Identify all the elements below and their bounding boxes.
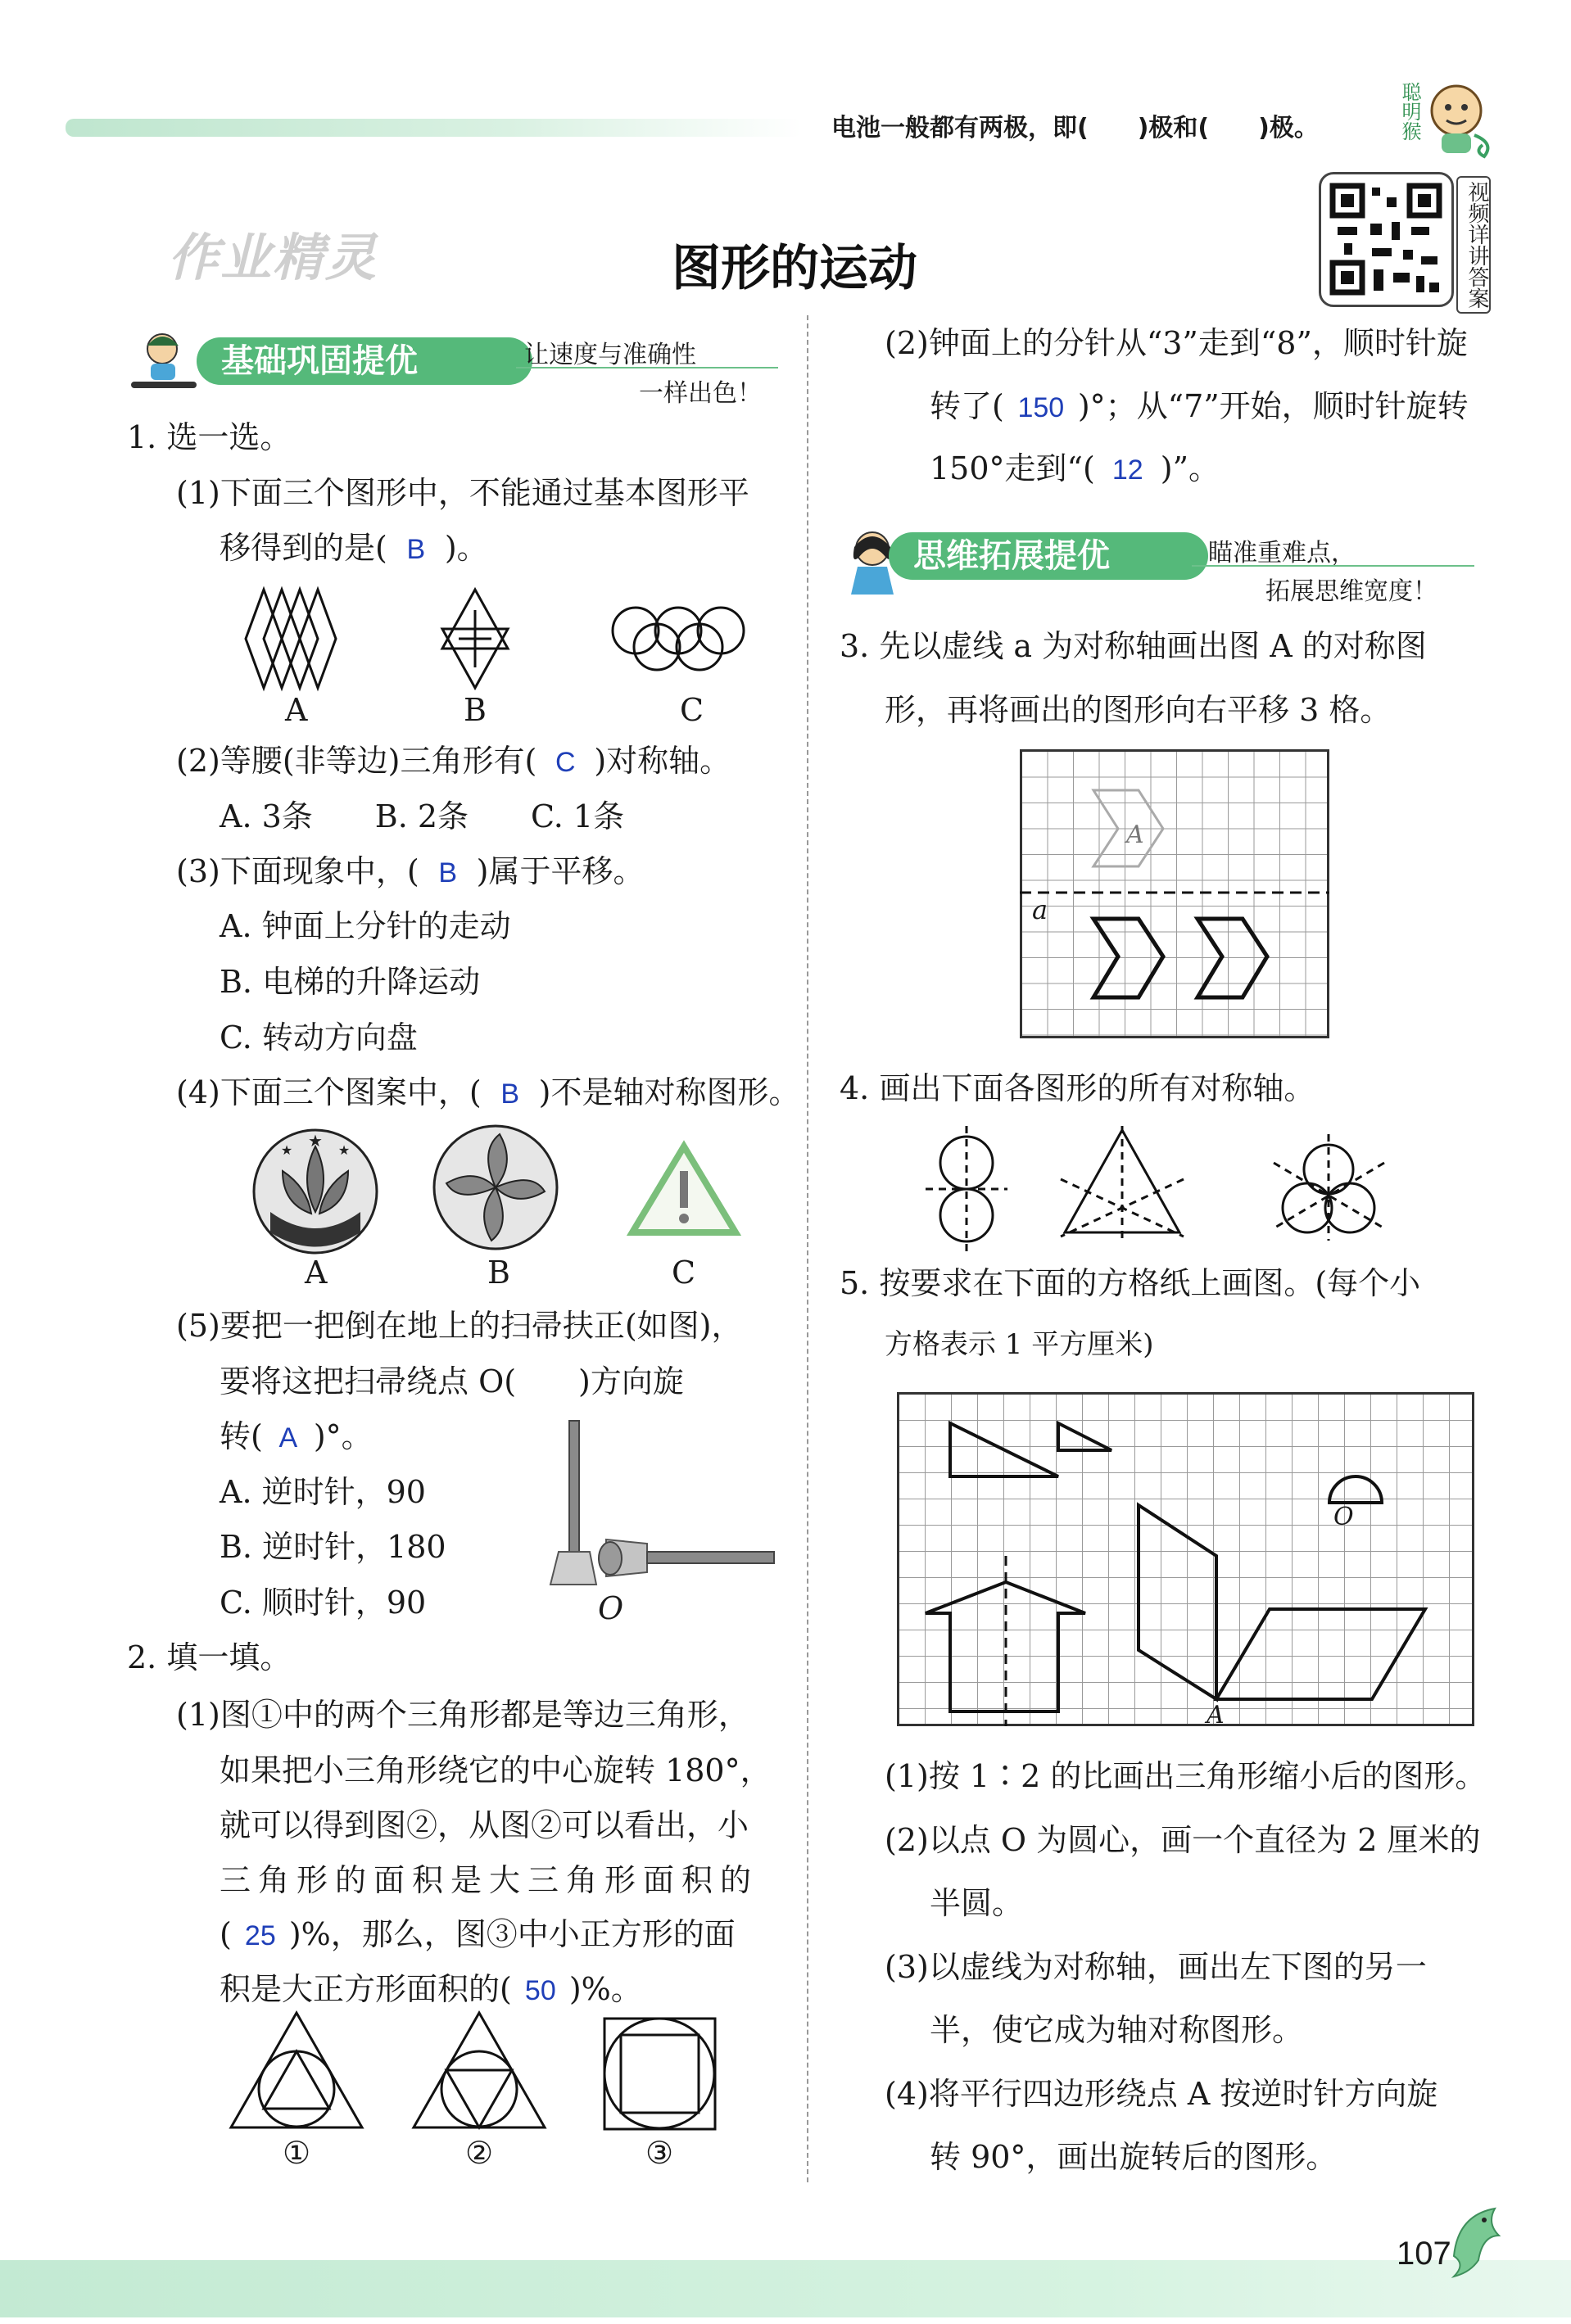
scaled-triangle (1058, 1423, 1111, 1450)
q1-p1-label-a: A (285, 692, 308, 728)
watermark-logo: 作业精灵 (168, 228, 378, 287)
q1-p1-line2b: )。 (444, 530, 488, 566)
q3-axis-label: a (1032, 894, 1048, 925)
q1-p3-a: (3)下面现象中，( (176, 853, 419, 889)
q1-p4-a: (4)下面三个图案中，( (176, 1074, 482, 1110)
q5-point-a: A (1207, 1701, 1225, 1729)
q2-p1-l5b: )%，那么，图③中小正方形的面 (288, 1916, 736, 1952)
q5-line2: 方格表示 1 平方厘米) (885, 1328, 1154, 1361)
q2-p1-l6b: )%。 (568, 1971, 642, 2007)
qr-label: 视频详讲答案 (1456, 176, 1491, 314)
q2-p2-answer2[interactable]: 12 (1111, 454, 1143, 486)
q5-sub4a: (4)将平行四边形绕点 A 按逆时针方向旋 (885, 2076, 1438, 2112)
q3-fig-label: A (1126, 821, 1144, 849)
q1-p5-line3b: )°。 (313, 1418, 373, 1454)
q2-p1-l3: 就可以得到图②，从图②可以看出，小 (220, 1807, 749, 1843)
q5-line1: 5. 按要求在下面的方格纸上画图。(每个小 (840, 1265, 1421, 1301)
q1-p3-option-b: B. 电梯的升降运动 (220, 964, 481, 1000)
rotated-parallelogram (1139, 1505, 1216, 1699)
q1-p4-label-b: B (487, 1255, 510, 1291)
q1-p2-b: )对称轴。 (594, 743, 731, 779)
q1-p1-label-b: B (464, 692, 487, 728)
q1-p3-option-c: C. 转动方向盘 (220, 1020, 418, 1056)
q1-p3-b: )属于平移。 (476, 853, 645, 889)
q2-p1-l5a: ( (220, 1916, 232, 1952)
section1-slogan2: 一样出色！ (639, 379, 762, 408)
q1-p5-option-b: B. 逆时针，180 (220, 1529, 446, 1565)
header-tip: 电池一般都有两极，即( )极和( )极。 (831, 114, 1319, 142)
q1-label: 1. 选一选。 (127, 419, 292, 455)
original-triangle (950, 1423, 1058, 1476)
q2-p2-l1: (2)钟面上的分针从“3”走到“8”，顺时针旋 (885, 325, 1468, 361)
q1-p5-line3a: 转( (220, 1418, 263, 1454)
q2-p2-answer1[interactable]: 150 (1017, 392, 1065, 423)
q1-p1-answer[interactable]: B (406, 534, 426, 565)
q1-p4-label-c: C (672, 1255, 696, 1291)
q2-p1-answer2[interactable]: 50 (524, 1975, 556, 2006)
q5-sub3a: (3)以虚线为对称轴，画出左下图的另一 (885, 1949, 1427, 1985)
house-right-half (1006, 1582, 1085, 1711)
q1-p2-options: A. 3条 B. 2条 C. 1条 (220, 798, 625, 834)
svg-text:★: ★ (308, 1131, 323, 1151)
q2-fig-label-1: ① (283, 2135, 311, 2171)
q1-p5-answer[interactable]: A (278, 1422, 298, 1454)
q3-line2: 形，再将画出的图形向右平移 3 格。 (885, 692, 1392, 728)
q5-sub4b: 转 90°，画出旋转后的图形。 (930, 2139, 1338, 2175)
q2-p2-l3b: )”。 (1160, 450, 1220, 486)
q1-p3-answer[interactable]: B (438, 857, 457, 888)
q1-p1-line2a: 移得到的是( (220, 530, 387, 566)
semicircle (1329, 1476, 1382, 1503)
q1-p5-option-c: C. 顺时针，90 (220, 1585, 427, 1621)
q2-p1-l6a: 积是大正方形面积的( (220, 1971, 512, 2007)
q1-p1-label-c: C (680, 692, 704, 728)
q5-sub3b: 半，使它成为轴对称图形。 (930, 2012, 1304, 2048)
q1-p4-answer[interactable]: B (500, 1078, 519, 1110)
q3-line1: 3. 先以虚线 a 为对称轴画出图 A 的对称图 (840, 628, 1427, 664)
section2-title: 思维拓展提优 (889, 532, 1208, 580)
q2-fig-label-2: ② (465, 2135, 494, 2171)
q1-p1-line1: (1)下面三个图形中，不能通过基本图形平 (176, 475, 749, 511)
q5-sub1: (1)按 1∶2 的比画出三角形缩小后的图形。 (885, 1758, 1487, 1794)
section1-title: 基础巩固提优 (197, 337, 532, 385)
house-left-half (926, 1582, 1006, 1711)
q5-sub2a: (2)以点 O 为圆心，画一个直径为 2 厘米的 (885, 1822, 1481, 1858)
svg-text:★: ★ (280, 1142, 293, 1158)
q2-p2-l2b: )°；从“7”开始，顺时针旋转 (1077, 388, 1469, 424)
dolphin-drawing (1442, 2199, 1515, 2281)
page-number: 107 (1397, 2236, 1451, 2272)
q2-p2-l3a: 150°走到“( (930, 450, 1095, 486)
q2-p1-l4: 三角形的面积是大三角形面积的 (220, 1862, 759, 1898)
dolphin-icon (1442, 2199, 1515, 2281)
mascot-label: 聪明猴 (1398, 82, 1421, 141)
section2-slogan2: 拓展思维宽度！ (1265, 577, 1437, 606)
q2-p1-answer1[interactable]: 25 (244, 1920, 276, 1951)
q2-label: 2. 填一填。 (127, 1639, 292, 1675)
section1-slogan1: 让速度与准确性 (524, 341, 696, 369)
q2-p2-l2a: 转了( (930, 388, 1004, 424)
q1-p5-option-a: A. 逆时针，90 (220, 1474, 426, 1510)
parallelogram (1216, 1609, 1425, 1699)
broom-point-o: O (598, 1590, 624, 1626)
q1-p4-label-a: A (305, 1255, 328, 1291)
svg-text:★: ★ (337, 1142, 351, 1158)
q1-p4-b: )不是轴对称图形。 (538, 1074, 800, 1110)
q2-p1-l2: 如果把小三角形绕它的中心旋转 180°， (220, 1752, 772, 1788)
q1-p5-line1: (5)要把一把倒在地上的扫帚扶正(如图)， (176, 1308, 743, 1344)
q5-sub2b: 半圆。 (930, 1885, 1024, 1921)
q2-fig-label-3: ③ (645, 2135, 674, 2171)
q1-p3-option-a: A. 钟面上分针的走动 (220, 908, 511, 944)
footer-band (0, 2260, 1571, 2317)
page-title: 图形的运动 (672, 240, 917, 297)
section2-slogan1: 瞄准重难点， (1208, 539, 1356, 567)
q5-point-o: O (1333, 1503, 1354, 1531)
q1-p2-answer[interactable]: C (555, 747, 576, 778)
q1-p2-a: (2)等腰(非等边)三角形有( (176, 743, 537, 779)
q4-line1: 4. 画出下面各图形的所有对称轴。 (840, 1070, 1315, 1106)
q2-p1-l1: (1)图①中的两个三角形都是等边三角形， (176, 1697, 749, 1733)
q1-p5-line2: 要将这把扫帚绕点 O( )方向旋 (220, 1363, 684, 1399)
